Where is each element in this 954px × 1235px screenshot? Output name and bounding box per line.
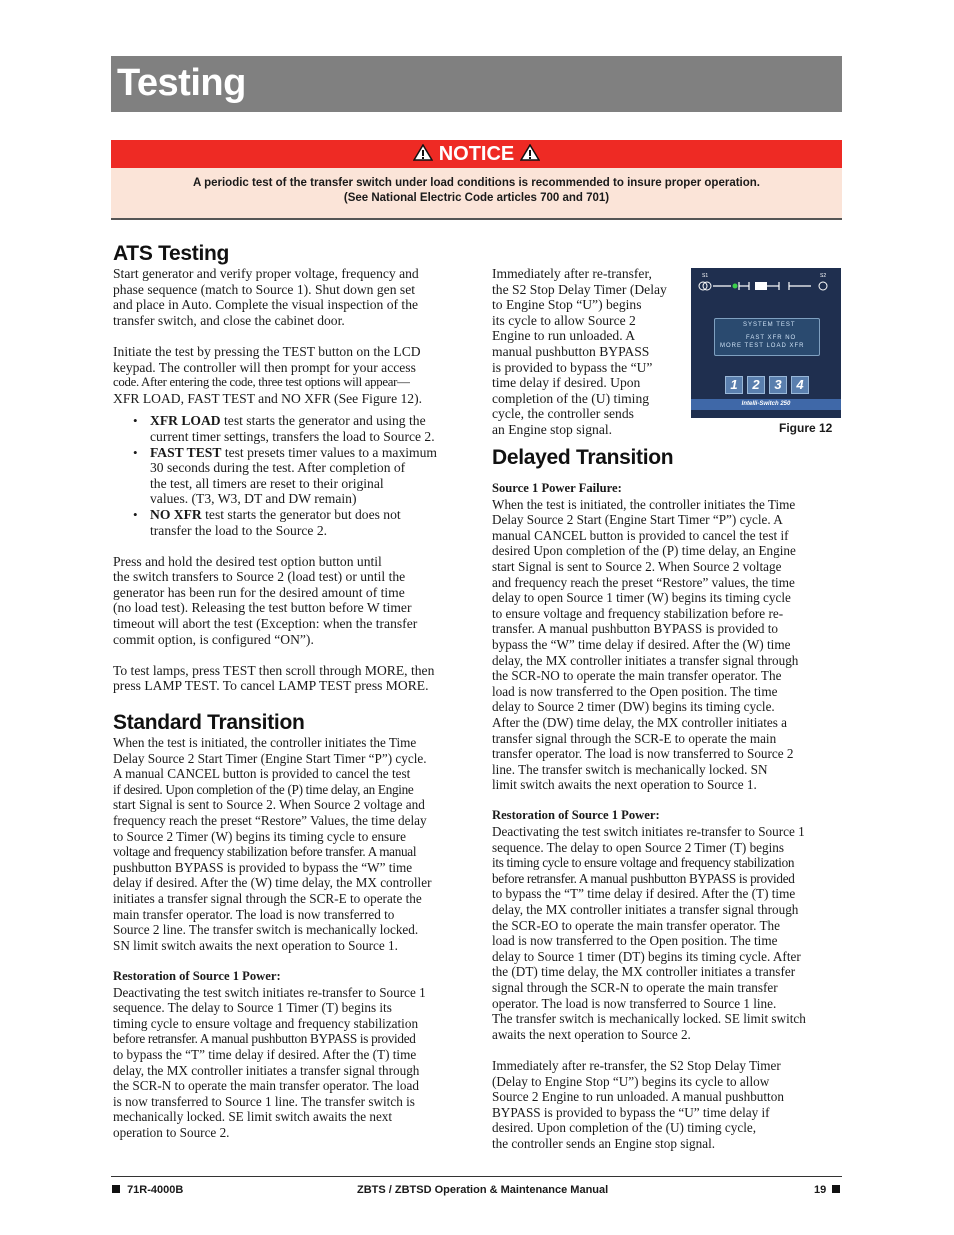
footer-divider [111,1176,842,1177]
text-line: and frequency reach the preset “Restore” values, the time [492,574,795,590]
text-line: start Signal is sent to Source 2. When Source 2 voltage and [113,797,425,813]
text-line: Delay Source 2 Start Timer (Engine Start Timer “P”) cycle. [113,750,427,766]
doc-number: 71R-4000B [127,1184,184,1196]
text-line: its timing cycle to ensure voltage and frequency stabilization [492,855,795,871]
text-line: awaits the next operation to Source 2. [492,1026,691,1042]
text-line: frequency reach the preset “Restore” Values, the time delay [113,813,427,828]
text-line: to ensure voltage and frequency stabilization before re- [492,605,784,621]
text-line: cycle, the controller sends [492,406,634,422]
text-line: When the test is initiated, the controller initiates the Time [492,496,796,512]
page-banner [111,56,842,112]
text-line: the SCR-N to operate the main transfer operator. The load [113,1078,419,1094]
text-line: before retransfer. A manual pushbutton BYPASS is provided [113,1031,416,1047]
text-line: delay to Source 2 timer (DW) begins its timing cycle. [492,699,775,715]
text-line: voltage and frequency stabilization before transfer. A manual [113,844,417,860]
text-line: Initiate the test by pressing the TEST button on the LCD [113,343,421,359]
text-line: operation to Source 2. [113,1124,230,1140]
text-line: Deactivating the test switch initiates re-transfer to Source 1 [113,984,426,1000]
key-4-button[interactable]: 4 [791,376,809,394]
text-line: line. The transfer switch is mechanically locked. SN [492,761,768,777]
text-line: desired Upon completion of the (P) time delay, an Engine [492,543,796,559]
figure-caption: Figure 12 [779,421,833,435]
lcd-line: SYSTEM TEST [743,322,796,328]
text-line: main transfer operator. The load is now transferred to [113,906,395,922]
text-line: SN limit switch awaits the next operation to Source 1. [113,937,398,953]
text-line: its cycle to allow Source 2 [492,312,636,328]
page-title: Testing [117,62,246,104]
list-item [113,413,465,444]
text-line: Immediately after re-transfer, the S2 Stop Delay Timer [492,1057,781,1073]
restoration-subheading: Restoration of Source 1 Power: [492,808,660,823]
page-number: 19 [814,1184,827,1196]
text-line: (no load test). Releasing the test button before W timer [113,600,412,616]
text-line: manual CANCEL button is provided to cancel the test if [492,527,789,543]
notice-text [111,176,842,206]
text-line: and place in Auto. Complete the visual inspection of the [113,297,419,313]
text-line: the controller sends an Engine stop signal. [492,1135,716,1151]
text-line: operator. The load is now transferred to Source 1 line. [492,995,777,1011]
text-line: load is now transferred to the Open position. The time [492,683,778,699]
text-line: Immediately after re-transfer, [492,266,652,281]
text-line: signal through the SCR-N to operate the main transfer [492,980,778,995]
ats-testing-heading: ATS Testing [113,242,230,265]
text-line: to bypass the “T” time delay if desired. After the (T) time [492,886,796,902]
key-3-button[interactable]: 3 [769,376,787,394]
text-line: delay if desired. After the (W) time delay, the MX controller [113,875,432,891]
text-line: mechanically locked. SE limit switch awaits the next [113,1109,393,1125]
ats-p2 [113,344,465,406]
text-line: sequence. The delay to open Source 2 Timer (T) begins [492,839,785,855]
text-line: the (DT) time delay, the MX controller initiates a transfer [492,964,796,980]
text-line: Press and hold the desired test option button until [113,553,382,569]
text-line: BYPASS is provided to bypass the “U” time delay if [492,1104,770,1120]
restoration-subheading: Restoration of Source 1 Power: [113,968,281,983]
text-line: is now transferred to Source 1 line. The transfer switch is [113,1093,415,1109]
text-line: delay, the MX controller initiates a transfer signal through [492,652,799,668]
lcd-line: MORE TEST LOAD XFR [720,343,805,349]
text-line: commit option, is configured “ON”). [113,631,314,647]
right-column [492,446,842,1152]
notice-line: A periodic test of the transfer switch under load conditions is recommended to insure proper operation. [193,177,760,189]
text-line: To test lamps, press TEST then scroll through MORE, then [113,662,435,678]
lcd-display [714,318,820,356]
term: NO XFR [150,506,202,522]
standard-p1 [113,735,465,953]
text-line: test presets timer values to a maximum [221,444,437,460]
text-line: delay, the MX controller initiates a transfer signal through [113,1062,420,1078]
text-line: values. (T3, W3, DT and DW remain) [150,491,357,507]
standard-transition-heading: Standard Transition [113,711,305,735]
text-line: test starts the generator but does not [201,506,401,522]
key-1-button[interactable]: 1 [725,376,743,394]
text-line: keypad. The controller will then prompt for your access [113,359,416,375]
power-failure-subheading: Source 1 Power Failure: [492,481,622,495]
footer-page [814,1184,840,1196]
notice-box [111,140,842,220]
key-2-button[interactable]: 2 [747,376,765,394]
text-line: 30 seconds during the test. After completion of [150,460,406,476]
text-line: initiates a transfer signal through the SCR-E to operate the [113,890,422,906]
delayed-p3 [492,1058,842,1152]
text-line: the SCR-NO to operate the main transfer operator. The [492,668,782,684]
text-line: phase sequence (match to Source 1). Shut down gen set [113,281,416,297]
ats-p1 [113,266,465,328]
text-line: sequence. The delay to Source 1 Timer (T) begins its [113,1000,392,1016]
text-line: transfer signal through the SCR-E to operate the main [492,730,777,746]
text-line: limit switch awaits the next operation to Source 1. [492,777,757,793]
text-line: the SCR-EO to operate the main transfer operator. The [492,917,780,933]
text-line: A manual CANCEL button is provided to cancel the test [113,766,411,782]
text-line: is provided to bypass the “U” [492,359,653,375]
text-line: delay to Source 1 timer (DT) begins its timing cycle. After [492,948,801,964]
text-line: Start generator and verify proper voltage, frequency and [113,266,419,281]
text-line: transfer. A manual pushbutton BYPASS is provided to [492,621,778,637]
text-line: press LAMP TEST. To cancel LAMP TEST press MORE. [113,678,429,694]
footer-title: ZBTS / ZBTSD Operation & Maintenance Manual [357,1184,609,1196]
text-line: transfer the load to the Source 2. [150,522,328,538]
text-line: timing cycle to ensure voltage and frequency stabilization [113,1015,419,1031]
lcd-line: FAST XFR NO [746,335,797,341]
standard-p2 [113,985,465,1141]
s1-label: S1 [702,273,709,279]
text-line: time delay if desired. Upon [492,375,641,391]
footer-doc-number [112,1184,183,1196]
text-line: When the test is initiated, the controller initiates the Time [113,735,417,751]
term: FAST TEST [150,444,222,460]
text-line: transfer switch, and close the cabinet door. [113,312,345,328]
text-line: the switch transfers to Source 2 (load test) or until the [113,569,406,585]
notice-line: (See National Electric Code articles 700 and 701) [343,192,610,204]
brand-label: Intelli-Switch 250 [691,399,841,410]
keypad [725,376,809,394]
test-options-list [113,413,465,538]
text-line: current timer settings, transfers the load to Source 2. [150,428,435,444]
list-item [113,445,465,507]
text-line: Source 2 Engine to run unloaded. A manual pushbutton [492,1089,784,1105]
text-line: Source 2 line. The transfer switch is mechanically locked. [113,922,419,938]
text-line: an Engine stop signal. [492,421,613,437]
delayed-transition-heading: Delayed Transition [492,446,674,469]
text-line: bypass the “W” time delay if desired. After the (W) time [492,636,791,652]
text-line: (Delay to Engine Stop “U”) begins its cycle to allow [492,1073,770,1089]
text-line: code. After entering the code, three test options will appear— [113,375,410,390]
text-line: the S2 Stop Delay Timer (Delay [492,281,667,297]
text-line: manual pushbutton BYPASS [492,343,650,359]
delayed-p1 [492,497,842,793]
text-line: Deactivating the test switch initiates re-transfer to Source 1 [492,824,805,840]
text-line: to Engine Stop “U”) begins [492,297,642,313]
text-line: to bypass the “T” time delay if desired. After the (T) time [113,1046,417,1062]
notice-label: NOTICE [438,143,515,165]
text-line: timeout will abort the test (Exception: when the transfer [113,616,418,632]
text-line: The transfer switch is mechanically locked. SE limit switch [492,1011,806,1027]
text-line: the test, all timers are reset to their original [150,475,384,491]
ats-p3 [113,554,465,648]
controller-panel-figure [691,268,841,418]
text-line: completion of the (U) timing [492,390,650,406]
text-line: desired. Upon completion of the (U) timing cycle, [492,1120,757,1136]
square-bullet-icon [112,1185,120,1193]
delayed-p2 [492,824,842,1042]
square-bullet-icon [832,1185,840,1193]
text-line: start Signal is sent to Source 2. When Source 2 voltage [492,558,782,574]
term: XFR LOAD [150,413,221,429]
text-line: if desired. Upon completion of the (P) time delay, an Engine [113,781,414,797]
text-line: Delay Source 2 Start (Engine Start Timer “P”) cycle. A [492,512,783,528]
text-line: XFR LOAD, FAST TEST and NO XFR (See Figure 12). [113,390,423,406]
text-line: transfer operator. The load is now transferred to Source 2 [492,746,794,762]
warning-icon [520,144,540,161]
text-line: generator has been run for the desired amount of time [113,584,405,600]
text-line: delay, the MX controller initiates a transfer signal through [492,902,799,918]
text-line: delay to open Source 1 timer (W) begins its timing cycle [492,590,791,606]
s2-label: S2 [820,273,827,279]
text-line: before retransfer. A manual pushbutton BYPASS is provided [492,870,795,886]
text-line: pushbutton BYPASS is provided to bypass the “W” time [113,859,413,875]
text-line: test starts the generator and using the [220,413,426,429]
text-line: After the (DW) time delay, the MX controller initiates a [492,714,788,730]
text-line: Engine to run unloaded. A [492,328,636,344]
text-line: to Source 2 Timer (W) begins its timing cycle to ensure [113,828,407,844]
right-top-text [492,266,682,438]
left-column [113,242,465,1140]
ats-p4 [113,663,465,694]
warning-icon [413,144,433,161]
notice-header [111,140,842,168]
one-line-diagram-icon [691,276,841,306]
text-line: load is now transferred to the Open position. The time [492,933,778,949]
list-item [113,507,465,538]
